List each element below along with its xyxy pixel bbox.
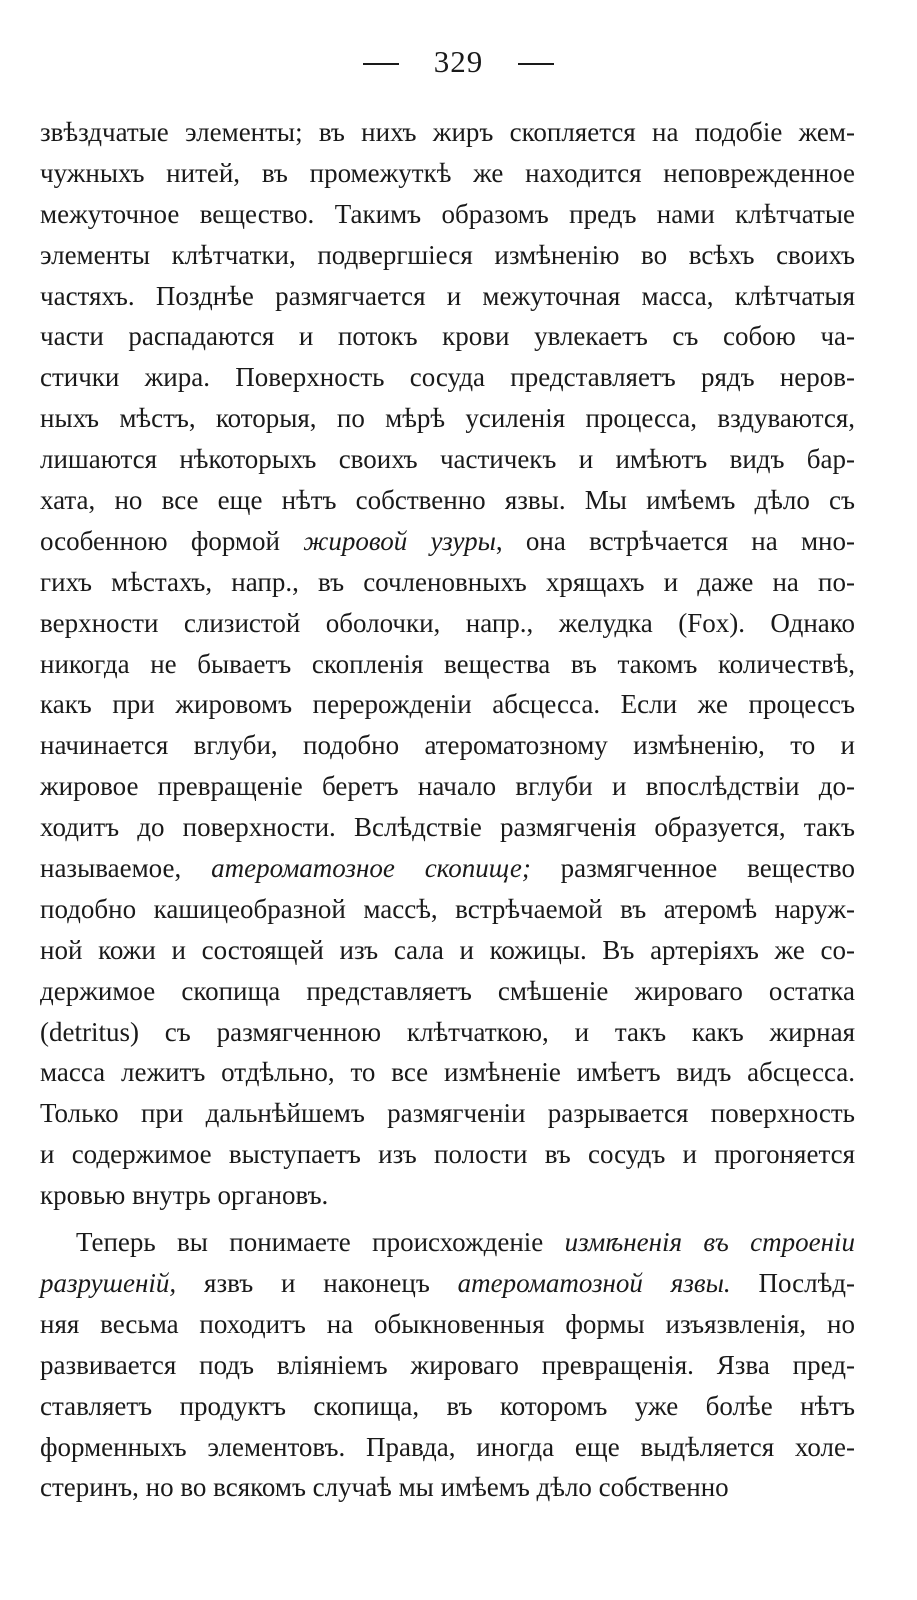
text-segment: кровью внутрь органовъ.: [40, 1180, 329, 1211]
text-line: [40, 1052, 855, 1093]
text-line: [40, 521, 855, 562]
header-dash-right: [518, 63, 554, 65]
text-line: [40, 1175, 855, 1216]
italic-text: жировой узуры: [303, 525, 496, 556]
header-dash-left: [363, 63, 399, 65]
text-line: [40, 562, 855, 603]
text-segment: чужныхъ нитей, въ промежуткѣ же находится неповрежденное: [40, 157, 855, 188]
page-header: [0, 44, 917, 80]
text-line: [40, 1386, 855, 1427]
text-body: [40, 112, 855, 1508]
text-line: [40, 725, 855, 766]
text-line: [40, 930, 855, 971]
text-segment: , она встрѣчается на мно-: [495, 525, 855, 556]
text-line: [40, 1012, 855, 1053]
text-line: [40, 439, 855, 480]
text-segment: и содержимое выступаетъ изъ полости въ сосудъ и прогоняется: [40, 1139, 855, 1170]
text-segment: язвъ и наконецъ: [176, 1267, 458, 1298]
text-line: [40, 971, 855, 1012]
text-segment: ныхъ мѣстъ, которыя, по мѣрѣ усиленія процесса, вздуваются,: [40, 403, 855, 434]
paragraph-1: [40, 112, 855, 1216]
text-segment: стички жира. Поверхность сосуда представляетъ рядъ неров-: [40, 362, 855, 393]
text-segment: межуточное вещество. Такимъ образомъ предъ нами клѣтчатые: [40, 198, 855, 229]
text-line: [40, 644, 855, 685]
text-line: [40, 766, 855, 807]
text-segment: какъ при жировомъ перерожденіи абсцесса. Если же процессъ: [40, 689, 855, 720]
text-line: [40, 153, 855, 194]
text-segment: гихъ мѣстахъ, напр., въ сочленовныхъ хрящахъ и даже на по-: [40, 566, 855, 597]
text-line: [40, 1345, 855, 1386]
text-segment: элементы клѣтчатки, подвергшіеся измѣненію во всѣхъ своихъ: [40, 239, 855, 270]
text-segment: верхности слизистой оболочки, напр., желудка (Fox). Однако: [40, 607, 855, 638]
text-line: [40, 848, 855, 889]
text-segment: подобно кашицеобразной массѣ, встрѣчаемой въ атеромѣ наруж-: [40, 893, 855, 924]
text-segment: Теперь вы понимаете происхожденіе: [76, 1227, 565, 1258]
text-segment: называемое,: [40, 853, 212, 884]
text-line: [40, 235, 855, 276]
text-segment: форменныхъ элементовъ. Правда, иногда еще выдѣляется холе-: [40, 1431, 855, 1462]
page-number: 329: [433, 44, 484, 79]
text-segment: особенною формой: [40, 525, 304, 556]
text-segment: Послѣд-: [730, 1267, 855, 1298]
text-segment: начинается вглуби, подобно атероматозному измѣненію, то и: [40, 730, 855, 761]
italic-text: измѣненія въ строеніи: [564, 1227, 855, 1258]
text-line: [40, 889, 855, 930]
text-segment: развивается подъ вліяніемъ жироваго превращенія. Язва пред-: [40, 1349, 855, 1380]
text-segment: частяхъ. Позднѣе размягчается и межуточная масса, клѣтчатыя: [40, 280, 855, 311]
text-line: [40, 1222, 855, 1263]
text-segment: няя весьма походитъ на обыкновенныя формы изъязвленія, но: [40, 1308, 855, 1339]
text-segment: ставляетъ продуктъ скопища, въ которомъ уже болѣе нѣтъ: [40, 1390, 855, 1421]
text-line: [40, 480, 855, 521]
text-segment: жировое превращеніе беретъ начало вглуби и впослѣдствіи до-: [40, 771, 855, 802]
paragraph-2: [40, 1222, 855, 1508]
text-line: [40, 357, 855, 398]
text-segment: звѣздчатые элементы; въ нихъ жиръ скопляется на подобіе жем-: [40, 117, 855, 147]
text-segment: держимое скопища представляетъ смѣшеніе жироваго остатка: [40, 975, 855, 1006]
italic-text: разрушеній,: [40, 1267, 177, 1298]
text-segment: размягченное вещество: [530, 853, 855, 884]
text-line: [40, 603, 855, 644]
italic-text: атероматозной язвы.: [457, 1267, 731, 1298]
text-segment: никогда не бываетъ скопленія вещества въ такомъ количествѣ,: [40, 648, 855, 679]
text-line: [40, 316, 855, 357]
italic-text: атероматозное скопище;: [211, 853, 531, 884]
text-line: [40, 1093, 855, 1134]
text-line: [40, 276, 855, 317]
text-segment: лишаются нѣкоторыхъ своихъ частичекъ и имѣютъ видъ бар-: [40, 444, 855, 475]
text-segment: (detritus) съ размягченною клѣтчаткою, и такъ какъ жирная: [40, 1016, 855, 1047]
text-line: [40, 1263, 855, 1304]
text-segment: ходитъ до поверхности. Вслѣдствіе размягченія образуется, такъ: [40, 812, 855, 843]
text-segment: части распадаются и потокъ крови увлекаетъ съ собою ча-: [40, 321, 855, 352]
text-line: [40, 684, 855, 725]
text-line: [40, 1427, 855, 1468]
text-line: [40, 1304, 855, 1345]
text-line: [40, 112, 855, 153]
text-segment: стеринъ, но во всякомъ случаѣ мы имѣемъ дѣло собственно: [40, 1472, 729, 1503]
text-segment: хата, но все еще нѣтъ собственно язвы. Мы имѣемъ дѣло съ: [40, 485, 855, 516]
text-line: [40, 807, 855, 848]
text-segment: Только при дальнѣйшемъ размягченіи разрывается поверхность: [40, 1098, 855, 1129]
text-line: [40, 1467, 855, 1508]
text-line: [40, 194, 855, 235]
text-line: [40, 1134, 855, 1175]
text-segment: масса лежитъ отдѣльно, то все измѣненіе имѣетъ видъ абсцесса.: [40, 1057, 855, 1088]
text-segment: ной кожи и состоящей изъ сала и кожицы. Въ артеріяхъ же со-: [40, 934, 855, 965]
text-line: [40, 398, 855, 439]
